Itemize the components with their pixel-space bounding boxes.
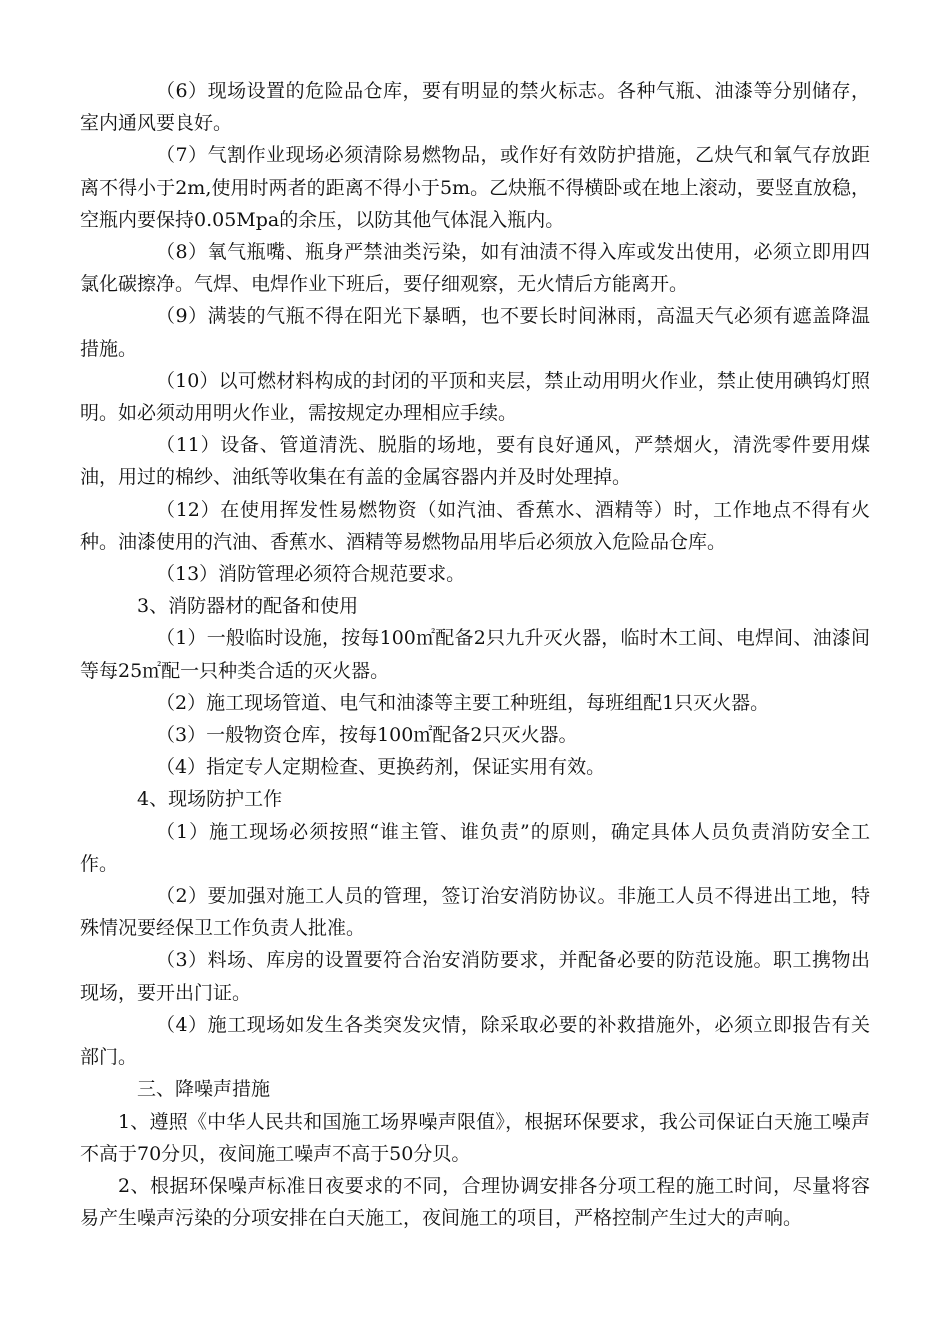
paragraph-item-7-gas-cutting: （7）气割作业现场必须清除易燃物品，或作好有效防护措施，乙炔气和氧气存放距离不得小于2m,使用时两者的距离不得小于5m。乙炔瓶不得横卧或在地上滚动，要竖直放稳，空瓶内要保持0.05Mpa的余压，以防其他气体混入瓶内。 bbox=[80, 144, 870, 231]
paragraph-item-6-hazmat-warehouse: （6）现场设置的危险品仓库，要有明显的禁火标志。各种气瓶、油漆等分别储存，室内通风要良好。 bbox=[80, 80, 870, 135]
paragraph-protection-3: （3）料场、库房的设置要符合治安消防要求，并配备必要的防范设施。职工携物出现场，要开出门证。 bbox=[80, 949, 870, 1004]
paragraph-equipment-3: （3）一般物资仓库，按每100㎡配备2只灭火器。 bbox=[156, 724, 578, 747]
paragraph-item-11-degreasing-site: （11）设备、管道清洗、脱脂的场地，要有良好通风，严禁烟火，清洗零件要用煤油，用过的棉纱、油纸等收集在有盖的金属容器内并及时处理掉。 bbox=[80, 434, 870, 489]
paragraph-item-13-fire-management: （13）消防管理必须符合规范要求。 bbox=[156, 563, 466, 586]
paragraph-item-8-oxygen-cylinder: （8）氧气瓶嘴、瓶身严禁油类污染，如有油渍不得入库或发出使用，必须立即用四氯化碳擦净。气焊、电焊作业下班后，要仔细观察，无火情后方能离开。 bbox=[80, 241, 870, 296]
paragraph-protection-1: （1）施工现场必须按照“谁主管、谁负责”的原则，确定具体人员负责消防安全工作。 bbox=[80, 820, 870, 875]
paragraph-noise-2: 2、根据环保噪声标准日夜要求的不同，合理协调安排各分项工程的施工时间，尽量将容易产生噪声污染的分项安排在白天施工，夜间施工的项目，严格控制产生过大的声响。 bbox=[80, 1174, 870, 1230]
paragraph-protection-2: （2）要加强对施工人员的管理，签订治安消防协议。非施工人员不得进出工地，特殊情况要经保卫工作负责人批准。 bbox=[80, 885, 870, 940]
section-heading-site-protection: 4、现场防护工作 bbox=[137, 788, 283, 811]
paragraph-equipment-1: （1）一般临时设施，按每100㎡配备2只九升灭火器，临时木工间、电焊间、油漆间等每25㎡配一只种类合适的灭火器。 bbox=[80, 627, 870, 682]
paragraph-equipment-2: （2）施工现场管道、电气和油漆等主要工种班组，每班组配1只灭火器。 bbox=[156, 691, 770, 714]
paragraph-protection-4: （4）施工现场如发生各类突发灾情，除采取必要的补救措施外，必须立即报告有关部门。 bbox=[80, 1013, 870, 1069]
paragraph-item-9-full-cylinders: （9）满装的气瓶不得在阳光下暴晒，也不要长时间淋雨，高温天气必须有遮盖降温措施。 bbox=[80, 305, 870, 360]
paragraph-equipment-4: （4）指定专人定期检查、更换药剂，保证实用有效。 bbox=[156, 756, 606, 779]
paragraph-item-10-flammable-ceiling: （10）以可燃材料构成的封闭的平顶和夹层，禁止动用明火作业，禁止使用碘钨灯照明。如必须动用明火作业，需按规定办理相应手续。 bbox=[80, 369, 870, 425]
section-heading-noise-reduction: 三、降噪声措施 bbox=[137, 1078, 271, 1101]
section-heading-fire-equipment: 3、消防器材的配备和使用 bbox=[137, 595, 359, 618]
paragraph-item-12-volatile-materials: （12）在使用挥发性易燃物资（如汽油、香蕉水、酒精等）时，工作地点不得有火种。油漆使用的汽油、香蕉水、酒精等易燃物品用毕后必须放入危险品仓库。 bbox=[80, 498, 870, 553]
paragraph-noise-1: 1、遵照《中华人民共和国施工场界噪声限值》，根据环保要求，我公司保证白天施工噪声不高于70分贝，夜间施工噪声不高于50分贝。 bbox=[80, 1110, 870, 1165]
